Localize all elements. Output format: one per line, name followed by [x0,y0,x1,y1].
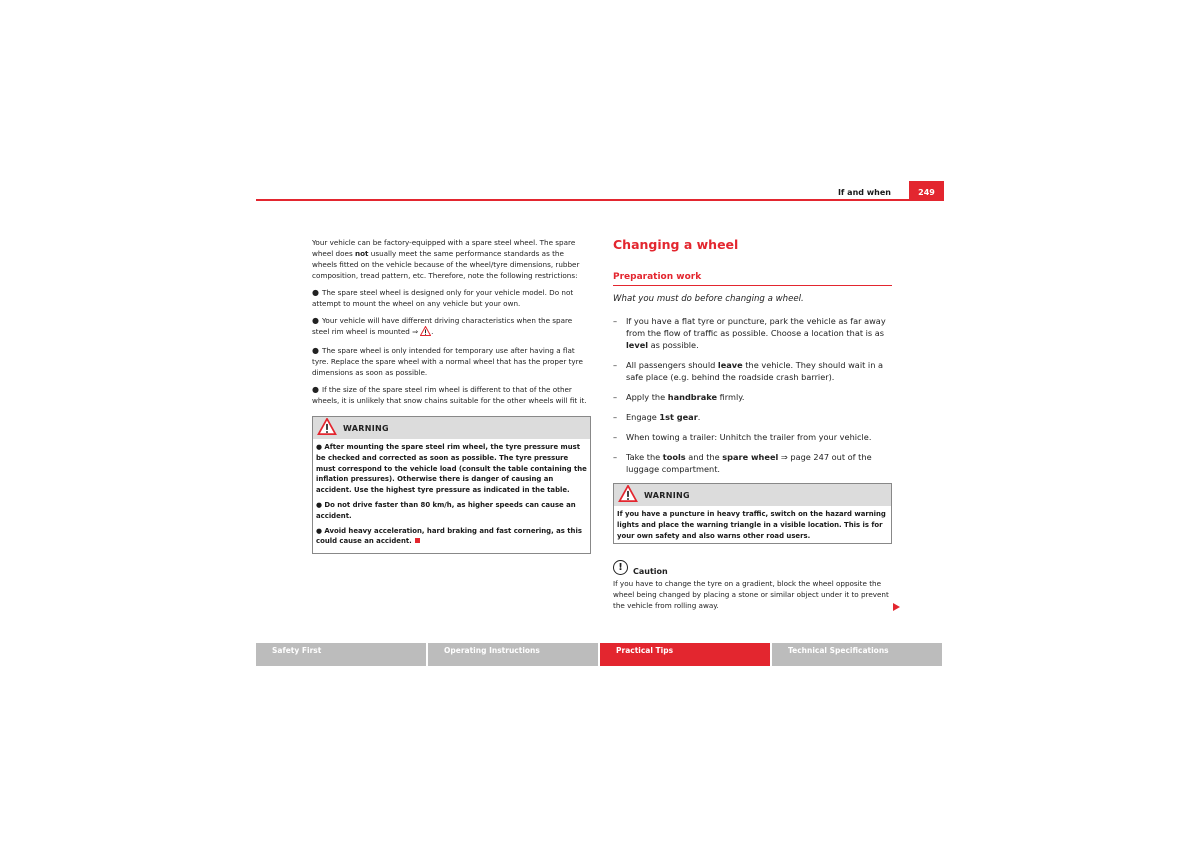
right-column [613,237,892,611]
warning-header [614,484,891,506]
warning-item: ● Do not drive faster than 80 km/h, as higher speeds can cause an accident. [316,500,576,520]
warning-triangle-icon[interactable] [420,326,431,339]
next-page-arrow-icon[interactable] [893,603,900,611]
bullet-dot-icon: ● [312,385,319,394]
header-rule [256,199,944,201]
warning-triangle-icon [317,418,343,438]
section-heading: Changing a wheel [613,237,739,252]
bullet-dot-icon: ● [316,443,325,451]
warning-body: If you have a puncture in heavy traffic, switch on the hazard warning lights and place the warning triangle in a visible location. This is for your own safety and also warns other road users. [617,510,886,540]
warning-header [313,417,590,439]
warning-title: WARNING [343,423,389,433]
warning-item: ● After mounting the spare steel rim wheel, the tyre pressure must be checked and corrected as soon as possible. The tyre pressure must correspond to the vehicle load (consult the table containing the inflation pressures). Otherwise there is danger of causing an accident. Use the highest tyre pressure as indicated in the table. [316,443,587,495]
intro-paragraph [312,237,591,281]
intro-text-1: Your vehicle can be factory-equipped with a spare steel wheel. The spare wheel does [312,238,576,258]
tab-safety-first[interactable]: Safety First [256,643,426,666]
page-number: 249 [909,181,944,201]
intro-text-2: usually meet the same performance standards as the wheels fitted on the vehicle because of the wheel/tyre dimensions, rubber composition, tread pattern, etc. Therefore, note the following restrictions: [312,249,580,280]
page-reference-link[interactable]: ⇒ page 247 out of the luggage compartment. [626,452,872,474]
left-column [312,237,591,554]
bullet-item: ● If the size of the spare steel rim wheel is different to that of the other wheels, it is unlikely that snow chains suitable for the other wheels will fit it. [312,385,587,405]
caution-icon: ! [613,560,628,575]
bullet-item: ● The spare wheel is only intended for temporary use after having a flat tyre. Replace the spare wheel with a normal wheel that has the proper tyre dimensions as soon as possible. [312,346,583,377]
subsection-heading: Preparation work [613,271,892,286]
warning-body [313,439,590,553]
list-item: – All passengers should leave the vehicle. They should wait in a safe place (e.g. behind the roadside crash barrier). [613,360,883,382]
footer-nav [256,643,944,666]
warning-title: WARNING [644,490,690,500]
bullet-dot-icon: ● [316,526,325,535]
list-item: – If you have a flat tyre or puncture, park the vehicle as far away from the flow of traffic as possible. Choose a location that is as level as possible. [613,316,886,350]
bullet-dot-icon: ● [312,288,319,297]
list-item: – Take the tools and the spare wheel ⇒ page 247 out of the luggage compartment. [613,452,872,474]
bullet-item: ● The spare steel wheel is designed only for your vehicle model. Do not attempt to mount the wheel on any vehicle but your own. [312,288,574,308]
intro-bold: not [354,249,369,258]
warning-box [613,483,892,544]
bullet-dot-icon: ● [316,500,325,509]
tab-practical-tips[interactable]: Practical Tips [600,643,770,666]
list-item: – Apply the handbrake firmly. [613,392,745,402]
chapter-title: If and when [837,188,891,197]
warning-triangle-icon [618,485,644,505]
warning-item: ● Avoid heavy acceleration, hard braking and fast cornering, as this could cause an accident. [316,526,582,546]
end-of-section-icon [415,538,420,543]
tab-operating-instructions[interactable]: Operating Instructions [428,643,598,666]
intro-italic: What you must do before changing a wheel. [613,294,804,304]
list-item: – Engage 1st gear. [613,412,701,422]
caution-header [613,558,892,577]
bullet-dot-icon: ● [312,346,319,355]
caution-text: If you have to change the tyre on a gradient, block the wheel opposite the wheel being changed by placing a stone or similar object under it to prevent the vehicle from rolling away. [613,579,889,611]
warning-box [312,416,591,554]
tab-technical-specifications[interactable]: Technical Specifications [772,643,942,666]
bullet-item: ● Your vehicle will have different driving characteristics when the spare steel rim wheel is mounted ⇒ . [312,315,591,339]
bullet-dot-icon: ● [312,316,319,325]
caution-title: Caution [633,567,668,577]
list-item: – When towing a trailer: Unhitch the trailer from your vehicle. [613,432,872,442]
steps-list [613,315,892,475]
